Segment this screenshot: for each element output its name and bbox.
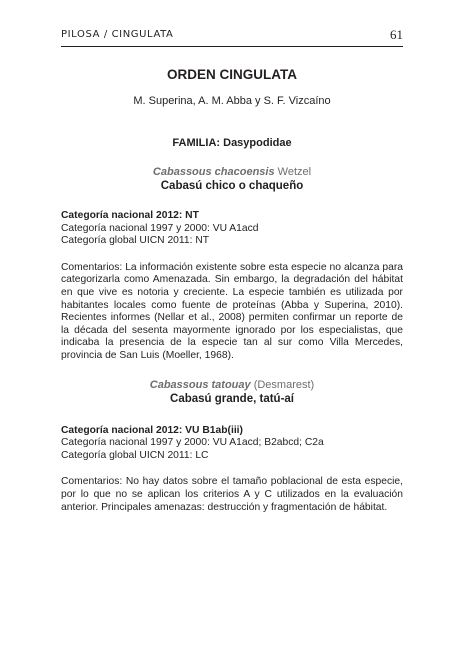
page-number: 61 (390, 27, 403, 42)
species-scientific-line (61, 165, 403, 179)
common-name: Cabasú chico o chaqueño (160, 180, 304, 192)
running-header-section: PILOSA / CINGULATA (61, 29, 174, 40)
species-entry (61, 165, 403, 363)
scientific-name: Cabassous tatouay (149, 378, 251, 391)
category-national-1997: Categoría nacional 1997 y 2000: VU A1acd; B2abcd; C2a (61, 437, 324, 449)
species-authority: (Desmarest) (253, 378, 315, 391)
species-scientific-line (61, 378, 403, 392)
category-list (61, 425, 403, 463)
page-content (61, 66, 403, 514)
category-list (61, 210, 403, 248)
comments-paragraph: Comentarios: No hay datos sobre el tamaño poblacional de esta especie, por lo que no se aplican los criterios A y C utilizados en la evaluación anterior. Principales amenazas: destrucción y fragmentación de hábitat. (61, 476, 403, 513)
scientific-name: Cabassous chacoensis (152, 166, 275, 178)
category-global-2011: Categoría global UICN 2011: NT (61, 235, 210, 247)
category-national-2012: Categoría nacional 2012: VU B1ab(iii) (61, 424, 243, 436)
order-title: ORDEN CINGULATA (167, 67, 297, 82)
category-national-2012: Categoría nacional 2012: NT (61, 210, 199, 221)
category-global-2011: Categoría global UICN 2011: LC (61, 449, 209, 461)
species-entry (61, 378, 403, 515)
header-rule (61, 46, 403, 47)
category-national-1997: Categoría nacional 1997 y 2000: VU A1acd (61, 222, 259, 234)
running-header (61, 29, 403, 45)
comments-paragraph: Comentarios: La información existente sobre esta especie no alcanza para categorizarla como Amenazada. Sin embargo, la degradación del hábitat en que vive es notoria y creciente. La especie también es utilizada por habitantes locales como fuente de proteínas (Abba y Superina, 2010). Recientes informes (Nellar et al., 2008) permiten confirmar un reporte de la década del sesenta mayormente ignorado por los especialistas, que indicaba la presencia de la especie tan al sur como Villa Mercedes, provincia de San Luis (Moeller, 1968). (61, 261, 403, 361)
family-heading: FAMILIA: Dasypodidae (172, 137, 292, 149)
species-authority: Wetzel (277, 166, 312, 178)
common-name: Cabasú grande, tatú-aí (170, 392, 294, 405)
authors: M. Superina, A. M. Abba y S. F. Vizcaíno (133, 95, 331, 107)
